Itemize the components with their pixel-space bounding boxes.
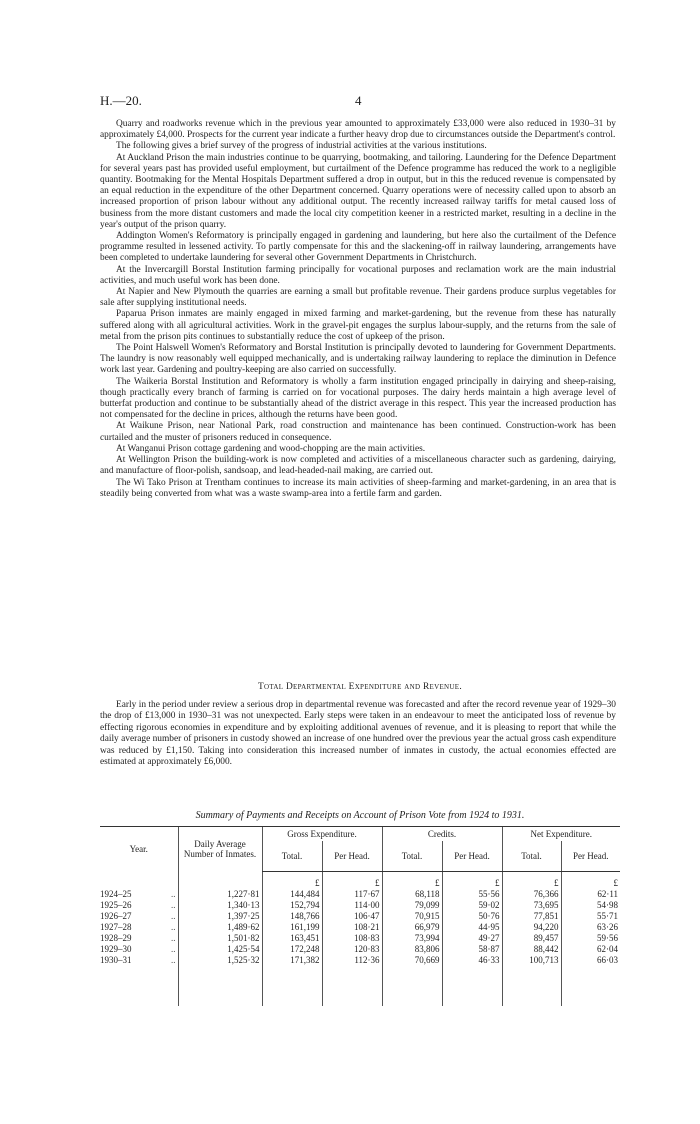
table-cell: 58·87 (442, 944, 502, 955)
table-cell: 55·56 (442, 889, 502, 900)
year-cell (100, 889, 178, 900)
section-paragraph: Early in the period under review a serious drop in departmental revenue was forecasted and after the record revenue year of 1929–30 the drop of £13,000 in 1930–31 was not unexpected. Early steps were taken in an endeavour to meet the anticipated loss of revenue by effecting rigorous economies in expenditure and by exploiting additional avenues of revenue, and it is pleasing to report that while the daily average number of prisoners in custody showed an increase of one hundred over the previous year the actual gross cash expenditure was reduced by £1,150. Taking into consideration this increased number of inmates in custody, the actual economies effected are estimated at approximately £6,000. (100, 700, 616, 768)
year-label: 1927–28 (100, 922, 132, 932)
table-cell: 117·67 (322, 889, 382, 900)
table-cell: 1,340·13 (178, 900, 262, 911)
table-cell: 114·00 (322, 900, 382, 911)
header-per-head: Per Head. (561, 841, 620, 872)
table-cell: 44·95 (442, 922, 502, 933)
header-year: Year. (100, 827, 178, 872)
table-cell: 49·27 (442, 933, 502, 944)
table-cell: 70,669 (382, 955, 442, 1006)
leader-dots: .. (171, 889, 176, 899)
paragraph: At the Invercargill Borstal Institution farming principally for vocational purposes and reclamation work are the main industrial activities, and much useful work has been done. (100, 264, 616, 286)
currency-symbol: £ (382, 872, 442, 890)
table-cell: 152,794 (262, 900, 322, 911)
paragraph: The Waikeria Borstal Institution and Reformatory is wholly a farm institution engaged principally in dairying and sheep-raising, though practically every branch of farming is carried on for vocational purposes. The dairy herds maintain a high average level of butterfat production and continue to be substantially ahead of the district average in this respect. This year the increased production has not compensated for the decline in prices, although the returns have been good. (100, 376, 616, 421)
currency-symbol: £ (322, 872, 382, 890)
header-inmates: Daily Average Number of Inmates. (178, 827, 262, 872)
currency-symbol: £ (502, 872, 561, 890)
leader-dots: .. (171, 933, 176, 943)
table-cell: 46·33 (442, 955, 502, 1006)
leader-dots: .. (171, 900, 176, 910)
year-cell (100, 911, 178, 922)
table-cell: 88,442 (502, 944, 561, 955)
header-total: Total. (502, 841, 561, 872)
year-label: 1929–30 (100, 944, 132, 954)
section-title: Total Departmental Expenditure and Revenue. (257, 682, 462, 692)
table-cell: 73,994 (382, 933, 442, 944)
table-cell: 144,484 (262, 889, 322, 900)
paragraph: Addington Women's Reformatory is principally engaged in gardening and laundering, but here also the curtailment of the Defence programme resulted in lessened activity. To partly compensate for this and the slackening-off in railway laundering, arrangements have been completed to undertake laundering for several other Government Departments in Christchurch. (100, 231, 616, 264)
table-row (100, 955, 620, 1006)
table-cell: 66·03 (561, 955, 620, 1006)
year-cell (100, 900, 178, 911)
table-cell: 73,695 (502, 900, 561, 911)
table-cell: 148,766 (262, 911, 322, 922)
table-row (100, 922, 620, 933)
units-row (100, 872, 620, 890)
table-row (100, 911, 620, 922)
table-cell: 100,713 (502, 955, 561, 1006)
table-cell: 50·76 (442, 911, 502, 922)
paragraph: The following gives a brief survey of the progress of industrial activities at the various institutions. (116, 141, 487, 152)
paragraph: At Napier and New Plymouth the quarries are earning a small but profitable revenue. Their gardens produce surplus vegetables for sale after supplying institutional needs. (100, 287, 616, 309)
year-label: 1925–26 (100, 900, 132, 910)
table-cell: 79,099 (382, 900, 442, 911)
header-per-head: Per Head. (322, 841, 382, 872)
table-cell: 1,489·62 (178, 922, 262, 933)
table-cell: 63·26 (561, 922, 620, 933)
table-cell: 94,220 (502, 922, 561, 933)
leader-dots: .. (171, 944, 176, 954)
table-cell: 77,851 (502, 911, 561, 922)
year-label: 1926–27 (100, 911, 132, 921)
leader-dots: .. (171, 922, 176, 932)
currency-symbol: £ (262, 872, 322, 890)
header-per-head: Per Head. (442, 841, 502, 872)
table-cell: 62·11 (561, 889, 620, 900)
year-cell (100, 922, 178, 933)
header-net-expenditure: Net Expenditure. (502, 827, 620, 842)
table-cell: 70,915 (382, 911, 442, 922)
table-cell: 59·02 (442, 900, 502, 911)
year-label: 1930–31 (100, 955, 132, 965)
table-cell: 172,248 (262, 944, 322, 955)
table-cell: 163,451 (262, 933, 322, 944)
year-cell (100, 955, 178, 1006)
year-label: 1924–25 (100, 889, 132, 899)
table-row (100, 944, 620, 955)
table-cell: 1,425·54 (178, 944, 262, 955)
table-cell: 54·98 (561, 900, 620, 911)
table-cell: 161,199 (262, 922, 322, 933)
page-number: 4 (355, 93, 362, 108)
table-cell: 108·21 (322, 922, 382, 933)
year-label: 1928–29 (100, 933, 132, 943)
leader-dots: .. (171, 911, 176, 921)
leader-dots: .. (171, 955, 176, 965)
table-cell: 106·47 (322, 911, 382, 922)
paragraph: Quarry and roadworks revenue which in the previous year amounted to approximately £33,000 were also reduced in 1930–31 by approximately £4,000. Prospects for the current year indicate a further heavy drop due to circumstances outside the Department's control. (100, 119, 616, 141)
paragraph: At Auckland Prison the main industries continue to be quarrying, bootmaking, and tailoring. Laundering for the Defence Department for several years past has provided useful employment, but curtailment of the Defence programme has reduced the work to a negligible quantity. Bootmaking for the Mental Hospitals Department suffered a drop in output, but in this the reduced revenue is compensated by an equal reduction in the expenditure of the other Department concerned. Quarry operations were of necessity called upon to absorb an increased proportion of prison labour without any additional output. The recently increased railway tariffs for metal caused loss of business from the more distant customers and made the local city competition keener in a restricted market, resulting in a decline in the year's output of the prison quarry. (100, 152, 616, 230)
header-total: Total. (262, 841, 322, 872)
table-row (100, 933, 620, 944)
table-caption: Summary of Payments and Receipts on Account of Prison Vote from 1924 to 1931. (195, 810, 525, 821)
document-code: H.—20. (100, 93, 142, 108)
header-gross-expenditure: Gross Expenditure. (262, 827, 382, 842)
header-total: Total. (382, 841, 442, 872)
table-cell: 1,525·32 (178, 955, 262, 1006)
section-text (100, 700, 616, 768)
table-cell: 89,457 (502, 933, 561, 944)
paragraph: At Waikune Prison, near National Park, road construction and maintenance has been continued. Construction-work has been curtailed and the muster of prisoners reduced in consequence. (100, 421, 616, 443)
year-cell (100, 944, 178, 955)
table-cell: 108·83 (322, 933, 382, 944)
table-cell: 1,501·82 (178, 933, 262, 944)
table-cell: 171,382 (262, 955, 322, 1006)
table-cell: 120·83 (322, 944, 382, 955)
table-cell: 76,366 (502, 889, 561, 900)
summary-table (100, 826, 620, 1006)
table-cell: 62·04 (561, 944, 620, 955)
table-cell: 83,806 (382, 944, 442, 955)
table-cell: 68,118 (382, 889, 442, 900)
currency-symbol: £ (561, 872, 620, 890)
table-cell: 1,227·81 (178, 889, 262, 900)
table-cell: 66,979 (382, 922, 442, 933)
table-row (100, 900, 620, 911)
table-cell: 59·56 (561, 933, 620, 944)
paragraph: The Point Halswell Women's Reformatory and Borstal Institution is principally devoted to laundering for Government Departments. The laundry is now reasonably well equipped mechanically, and is undertaking railway laundering to replace the diminution in Defence work last year. Gardening and poultry-keeping are also carried on successfully. (100, 343, 616, 376)
currency-symbol: £ (442, 872, 502, 890)
table-cell: 55·71 (561, 911, 620, 922)
header-credits: Credits. (382, 827, 502, 842)
paragraph: At Wellington Prison the building-work is now completed and activities of a miscellaneous character such as gardening, dairying, and manufacture of floor-polish, sandsoap, and lead-headed-nail making, are carried out. (100, 455, 616, 477)
paragraph: The Wi Tako Prison at Trentham continues to increase its main activities of sheep-farming and market-gardening, in an area that is steadily being converted from what was a waste swamp-area into a fertile farm and garden. (100, 477, 616, 499)
paragraph: At Wanganui Prison cottage gardening and wood-chopping are the main activities. (116, 443, 426, 454)
year-cell (100, 933, 178, 944)
body-text (100, 119, 616, 500)
table-cell: 1,397·25 (178, 911, 262, 922)
paragraph: Paparua Prison inmates are mainly engaged in mixed farming and market-gardening, but the revenue from these has naturally suffered along with all agricultural activities. Work in the gravel-pit engages the surplus labour-supply, and the returns from the sale of metal from the prison pits continues to substantially reduce the cost of upkeep of the prison. (100, 309, 616, 342)
table-cell: 112·36 (322, 955, 382, 1006)
page-header (100, 93, 620, 109)
table-row (100, 889, 620, 900)
